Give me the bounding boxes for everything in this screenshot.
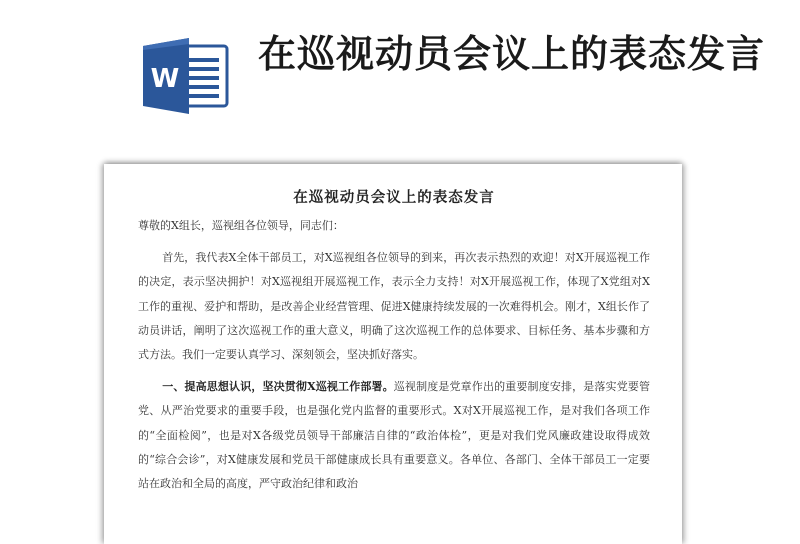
section-heading: 一、提高思想认识，坚决贯彻X巡视工作部署。 <box>162 380 394 394</box>
salutation: 尊敬的X组长，巡视组各位领导，同志们： <box>138 219 344 232</box>
paragraph-2 <box>138 375 650 496</box>
paragraph-2-body: 巡视制度是党章作出的重要制度安排，是落实党要管党、从严治党要求的重要手段，也是强化党内监督的重要形式。X对X开展巡视工作，是对我们各项工作的“全面检阅”，也是对X各级党员领导干部廉洁自律的“政治体检”，更是对我们党风廉政建设取得成效的“综合会诊”，对X健康发展和党员干部健康成长具有重要意义。各单位、各部门、全体干部员工一定要站在政治和全局的高度，严守政治纪律和政治 <box>138 380 650 491</box>
page-title: 在巡视动员会议上的表态发言 <box>258 32 766 76</box>
svg-text:W: W <box>150 64 180 94</box>
word-icon <box>143 38 231 114</box>
document-page <box>104 164 682 544</box>
document-body <box>138 186 650 496</box>
paragraph-1: 首先，我代表X全体干部员工，对X巡视组各位领导的到来，再次表示热烈的欢迎！对X开展巡视工作的决定，表示坚决拥护！对X巡视组开展巡视工作，表示全力支持！对X开展巡视工作，体现了X党组对X工作的重视、爱护和帮助，是改善企业经营管理、促进X健康持续发展的一次难得机会。刚才，X组长作了动员讲话，阐明了这次巡视工作的重大意义，明确了这次巡视工作的总体要求、目标任务、基本步骤和方式方法。我们一定要认真学习、深刻领会，坚决抓好落实。 <box>138 251 650 362</box>
document-title: 在巡视动员会议上的表态发言 <box>293 189 495 206</box>
header-banner <box>0 0 800 150</box>
